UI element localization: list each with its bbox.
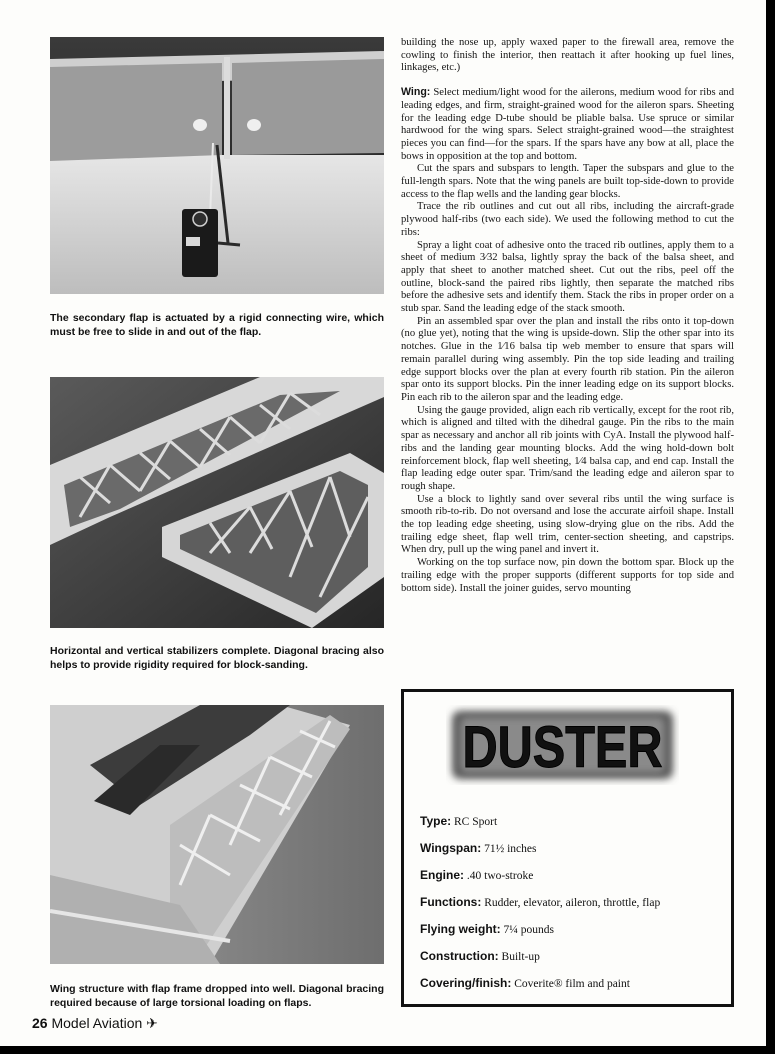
- page-number: 26: [32, 1015, 48, 1031]
- article-paragraph: Pin an assembled spar over the plan and install the ribs onto it top-down (no glue yet), noting that the wing is upside-down. Slip the other spar into its notches. Glue in the 1⁄16 balsa tip web member to ensure that spars will remain parallel during wing assembly. Pin the top side leading and trailing edge support blocks over the plan at every fourth rib station. Pin the aileron spar onto its support blocks. Pin the inner leading edge on its support blocks. Pin each rib to the aileron spar and the leading edge.: [401, 315, 734, 403]
- spec-construction: Construction: Built-up: [420, 949, 540, 963]
- spec-type: Type: RC Sport: [420, 814, 498, 828]
- article-paragraph-wing: [401, 86, 734, 163]
- photo-stabilizers: [50, 377, 384, 628]
- article-paragraph: building the nose up, apply waxed paper to the firewall area, remove the cowling to finish the interior, then reattach it after hooking up fuel lines, linkages, etc.): [401, 37, 734, 74]
- article-paragraph: Cut the spars and subspars to length. Taper the subspars and glue to the full-length spars. Note that the wing panels are built top-side-down to provide access to the flap wells and the landing gear blocks.: [401, 163, 734, 200]
- wing-paragraph-text: Select medium/light wood for the ailerons, medium wood for ribs and leading edges, and firm, straight-grained wood for the aileron spars. Sheeting for the leading edge D-tube should be pliable balsa. Use spruce or similar hardwood for the wing spars. Select straight-grained wood—the straightest pieces you can find—for the spars. If the spars have any bow at all, place the bows in opposition at the top and bottom.: [401, 87, 734, 162]
- page-folio: [32, 1015, 158, 1032]
- caption-secondary-flap: The secondary flap is actuated by a rigid connecting wire, which must be free to slide in and out of the flap.: [50, 312, 384, 338]
- photo-wing-structure: [50, 705, 384, 964]
- publication-name: Model Aviation: [51, 1015, 143, 1031]
- article-paragraph: Spray a light coat of adhesive onto the traced rib outlines, apply them to a sheet of medium 3⁄32 balsa, lightly spray the back of the balsa sheet, and apply that sheet to another matched sheet. Cut out the ribs, peel off the outline, block-sand the paired ribs lightly, then separate the matched ribs before the adhesive sets and identify them. Stack the ribs in proper order on a stub spar. Sand the leading edge of the stack smooth.: [401, 239, 734, 315]
- article-paragraph: Using the gauge provided, align each rib vertically, except for the root rib, which is aligned and tilted with the dihedral gauge. Pin the ribs to the main spar as necessary and anchor all rib joints with CyA. Install the plywood half-ribs and the landing gear mounting blocks. Add the wing hold-down bolt reinforcement block, flap well sheeting, 1⁄4 balsa cap, and end cap. Install the flap leading edge outer spar. Trim/sand the leading edge and aileron spar to rough shape.: [401, 404, 734, 492]
- duster-logo: [446, 705, 679, 785]
- spec-flying-weight: Flying weight: 7¼ pounds: [420, 922, 555, 936]
- spec-engine: Engine: .40 two-stroke: [420, 868, 534, 882]
- caption-stabilizers: Horizontal and vertical stabilizers complete. Diagonal bracing also helps to provide rigidity required for block-sanding.: [50, 645, 384, 671]
- wing-heading: Wing:: [401, 86, 431, 99]
- article-paragraph: Working on the top surface now, pin down the bottom spar. Block up the trailing edge with the proper supports (different supports for top side and bottom side). Install the joiner guides, servo mounting: [401, 557, 734, 594]
- spec-covering: Covering/finish: Coverite® film and paint: [420, 976, 630, 990]
- article-paragraph: Trace the rib outlines and cut out all ribs, including the aircraft-grade plywood half-ribs (two each side). We used the following method to cut the ribs:: [401, 201, 734, 238]
- photo-secondary-flap: [50, 37, 384, 294]
- caption-wing-structure: Wing structure with flap frame dropped into well. Diagonal bracing required because of large torsional loading on flaps.: [50, 983, 384, 1009]
- spec-wingspan: Wingspan: 71½ inches: [420, 841, 537, 855]
- article-paragraph: Use a block to lightly sand over several ribs until the wing surface is smooth rib-to-rib. Do not oversand and lose the accurate airfoil shape. Install the top leading edge sheeting, using slow-drying glue on the ribs. Add the trailing edge sheet, flap well trim, center-section sheeting, and capstrips. When dry, pull up the wing panel and invert it.: [401, 493, 734, 556]
- article-text: [401, 37, 734, 683]
- logo-text: DUSTER: [462, 715, 663, 780]
- spec-box: [401, 689, 734, 1007]
- spec-functions: Functions: Rudder, elevator, aileron, throttle, flap: [420, 895, 661, 909]
- airplane-icon: ✈: [146, 1015, 158, 1031]
